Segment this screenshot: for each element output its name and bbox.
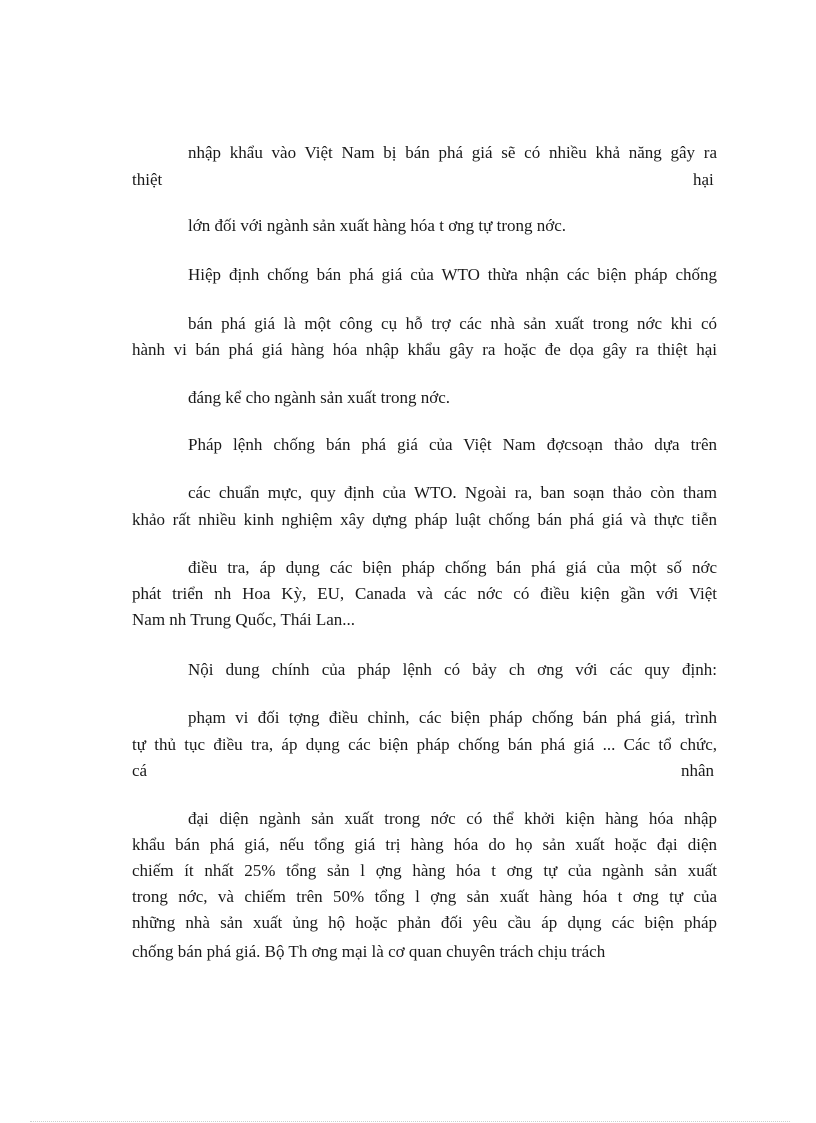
text-line: đáng kể cho ngành sản xuất trong nớc. (188, 388, 451, 407)
text-line: cá (132, 761, 148, 780)
text-line: Nội dung chính của pháp lệnh có bảy ch ơng với các quy định: (188, 660, 717, 679)
text-line: khảo rất nhiều kinh nghiệm xây dựng pháp luật chống bán phá giá và thực tiễn (132, 510, 717, 529)
text-line: chiếm ít nhất 25% tổng sản l ợng hàng hóa t ơng tự của ngành sản xuất (132, 861, 717, 880)
text-line: hành vi bán phá giá hàng hóa nhập khẩu gây ra hoặc đe dọa gây ra thiệt hại (132, 340, 717, 359)
text-line: các chuẩn mực, quy định của WTO. Ngoài ra, ban soạn thảo còn tham (188, 483, 717, 502)
text-line: hại (693, 170, 714, 189)
text-line: Nam nh Trung Quốc, Thái Lan... (132, 610, 356, 629)
text-line: Pháp lệnh chống bán phá giá của Việt Nam đợcsoạn thảo dựa trên (188, 435, 717, 454)
text-line: bán phá giá là một công cụ hỗ trợ các nhà sản xuất trong nớc khi có (188, 314, 717, 333)
text-line: thiệt (132, 170, 163, 189)
text-line: tự thủ tục điều tra, áp dụng các biện pháp chống bán phá giá ... Các tổ chức, (132, 735, 717, 754)
text-line: phát triển nh Hoa Kỳ, EU, Canada và các nớc có điều kiện gần với Việt (132, 584, 717, 603)
text-line: đại diện ngành sản xuất trong nớc có thể khởi kiện hàng hóa nhập (188, 809, 717, 828)
text-line: chống bán phá giá. Bộ Th ơng mại là cơ quan chuyên trách chịu trách (132, 942, 606, 961)
page-bottom-divider (30, 1121, 790, 1122)
text-line: nhân (681, 761, 715, 780)
text-line: phạm vi đối tợng điều chỉnh, các biện pháp chống bán phá giá, trình (188, 708, 717, 727)
text-line: lớn đối với ngành sản xuất hàng hóa t ơng tự trong nớc. (188, 216, 567, 235)
text-line: những nhà sản xuất ủng hộ hoặc phản đối yêu cầu áp dụng các biện pháp (132, 913, 717, 932)
text-line: điều tra, áp dụng các biện pháp chống bán phá giá của một số nớc (188, 558, 717, 577)
text-line: trong nớc, và chiếm trên 50% tổng l ợng sản xuất hàng hóa t ơng tự của (132, 887, 717, 906)
text-line: Hiệp định chống bán phá giá của WTO thừa nhận các biện pháp chống (188, 265, 717, 284)
text-line: nhập khẩu vào Việt Nam bị bán phá giá sẽ có nhiều khả năng gây ra (188, 143, 717, 162)
text-line: khẩu bán phá giá, nếu tổng giá trị hàng hóa do họ sản xuất hoặc đại diện (132, 835, 717, 854)
